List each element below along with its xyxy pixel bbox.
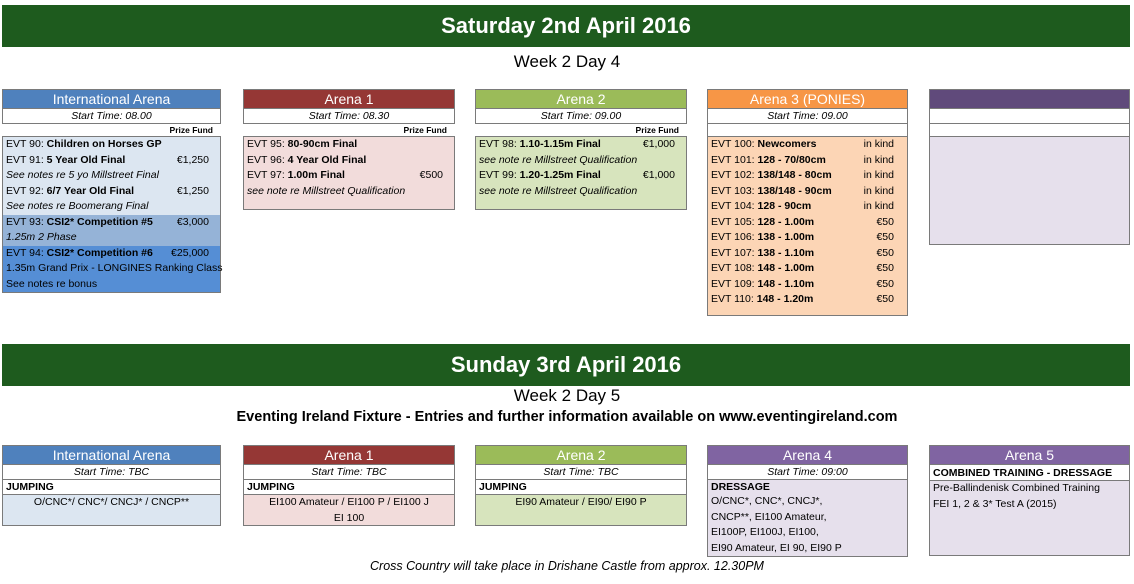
event-row: EVT 102: 138/148 - 80cm in kind xyxy=(711,169,894,181)
sat-empty-arena xyxy=(929,89,1130,245)
event-row: EVT 93: CSI2* Competition #5 €3,000 xyxy=(6,215,209,228)
event-row: EVT 100: Newcomers in kind xyxy=(711,138,894,150)
event-note: 1.35m Grand Prix - LONGINES Ranking Class xyxy=(6,262,223,274)
cross-country-note: Cross Country will take place in Drishane Castle from approx. 12.30PM xyxy=(370,559,764,573)
class-line: EI90 Amateur, EI 90, EI90 P xyxy=(711,541,842,554)
sun-arena-1 xyxy=(243,445,455,526)
sat-arena-1 xyxy=(243,89,455,210)
sun-arena-4 xyxy=(707,445,908,557)
event-row: EVT 92: 6/7 Year Old Final €1,250 xyxy=(6,184,209,197)
saturday-week-day: Week 2 Day 4 xyxy=(513,52,621,71)
arena-title: Arena 2 xyxy=(475,89,687,109)
sat-arena-3-ponies xyxy=(707,89,908,316)
event-note: see note re Millstreet Qualification xyxy=(479,153,638,166)
saturday-banner: Saturday 2nd April 2016 xyxy=(2,5,1130,47)
section-title: JUMPING xyxy=(476,480,686,495)
arena-title: International Arena xyxy=(2,445,221,465)
class-line: O/CNC*, CNC*, CNCJ*, xyxy=(711,495,823,507)
section-title: COMBINED TRAINING - DRESSAGE xyxy=(930,465,1129,481)
arena-title xyxy=(929,89,1130,109)
sun-arena-5 xyxy=(929,445,1130,556)
event-row: EVT 107: 138 - 1.10m €50 xyxy=(711,246,894,259)
class-line: EI100 Amateur / EI100 P / EI100 J xyxy=(269,496,429,508)
class-line: EI90 Amateur / EI90/ EI90 P xyxy=(515,496,647,508)
start-time: Start Time: TBC xyxy=(475,465,687,480)
event-note: See notes re bonus xyxy=(6,277,98,290)
sunday-banner: Sunday 3rd April 2016 xyxy=(2,344,1130,386)
start-time: Start Time: TBC xyxy=(2,465,221,480)
arena-title: Arena 2 xyxy=(475,445,687,465)
event-row: EVT 94: CSI2* Competition #6 €25,000 xyxy=(6,246,209,259)
sat-international-arena xyxy=(2,89,221,293)
arena-title: Arena 1 xyxy=(243,445,455,465)
event-note: 1.25m 2 Phase xyxy=(6,231,77,243)
sun-arena-2 xyxy=(475,445,687,526)
event-row: EVT 91: 5 Year Old Final €1,250 xyxy=(6,153,209,166)
event-row: EVT 103: 138/148 - 90cm in kind xyxy=(711,184,894,197)
start-time xyxy=(929,109,1130,124)
prize-fund-header: Prize Fund xyxy=(2,124,221,136)
start-time: Start Time: 09:00 xyxy=(707,465,908,480)
arena-title: Arena 3 (PONIES) xyxy=(707,89,908,109)
event-row: EVT 98: 1.10-1.15m Final €1,000 xyxy=(479,138,675,150)
prize-fund-header: Prize Fund xyxy=(475,124,687,136)
event-row: EVT 110: 148 - 1.20m €50 xyxy=(711,293,894,305)
section-title: JUMPING xyxy=(3,480,220,495)
event-row: EVT 105: 128 - 1.00m €50 xyxy=(711,215,894,228)
class-line: Pre-Ballindenisk Combined Training xyxy=(933,482,1100,494)
sat-arena-2 xyxy=(475,89,687,210)
arena-title: Arena 1 xyxy=(243,89,455,109)
event-note: See notes re Boomerang Final xyxy=(6,200,149,212)
event-row: EVT 108: 148 - 1.00m €50 xyxy=(711,262,894,274)
class-line: O/CNC*/ CNC*/ CNCJ* / CNCP** xyxy=(33,496,190,508)
sun-international-arena xyxy=(2,445,221,526)
class-line: EI100P, EI100J, EI100, xyxy=(711,526,819,538)
prize-fund-header: Prize Fund xyxy=(243,124,455,136)
event-row: EVT 109: 148 - 1.10m €50 xyxy=(711,277,894,290)
start-time: Start Time: 09.00 xyxy=(707,109,908,124)
section-title: JUMPING xyxy=(244,480,454,495)
event-row: EVT 104: 128 - 90cm in kind xyxy=(711,200,894,212)
event-row: EVT 95: 80-90cm Final xyxy=(247,138,358,150)
start-time: Start Time: TBC xyxy=(243,465,455,480)
event-note: see note re Millstreet Qualification xyxy=(247,184,406,197)
start-time: Start Time: 08.00 xyxy=(2,109,221,124)
class-line: EI 100 xyxy=(333,511,365,524)
event-note: See notes re 5 yo Millstreet Final xyxy=(6,169,159,181)
event-note: see note re Millstreet Qualification xyxy=(479,184,638,197)
arena-title: Arena 4 xyxy=(707,445,908,465)
start-time: Start Time: 08.30 xyxy=(243,109,455,124)
arena-title: International Arena xyxy=(2,89,221,109)
sunday-week-day: Week 2 Day 5 xyxy=(513,386,621,405)
event-row: EVT 99: 1.20-1.25m Final €1,000 xyxy=(479,169,675,181)
event-row: EVT 96: 4 Year Old Final xyxy=(247,153,367,166)
start-time: Start Time: 09.00 xyxy=(475,109,687,124)
class-line: CNCP**, EI100 Amateur, xyxy=(711,510,827,523)
event-row: EVT 97: 1.00m Final €500 xyxy=(247,169,443,181)
class-line: FEI 1, 2 & 3* Test A (2015) xyxy=(933,497,1057,510)
eventing-ireland-fixture: Eventing Ireland Fixture - Entries and further information available on www.eventingireland.com xyxy=(236,409,898,425)
event-row: EVT 90: Children on Horses GP xyxy=(6,138,162,150)
section-title: DRESSAGE xyxy=(708,480,907,494)
event-row: EVT 101: 128 - 70/80cm in kind xyxy=(711,153,894,166)
event-row: EVT 106: 138 - 1.00m €50 xyxy=(711,231,894,243)
arena-title: Arena 5 xyxy=(929,445,1130,465)
